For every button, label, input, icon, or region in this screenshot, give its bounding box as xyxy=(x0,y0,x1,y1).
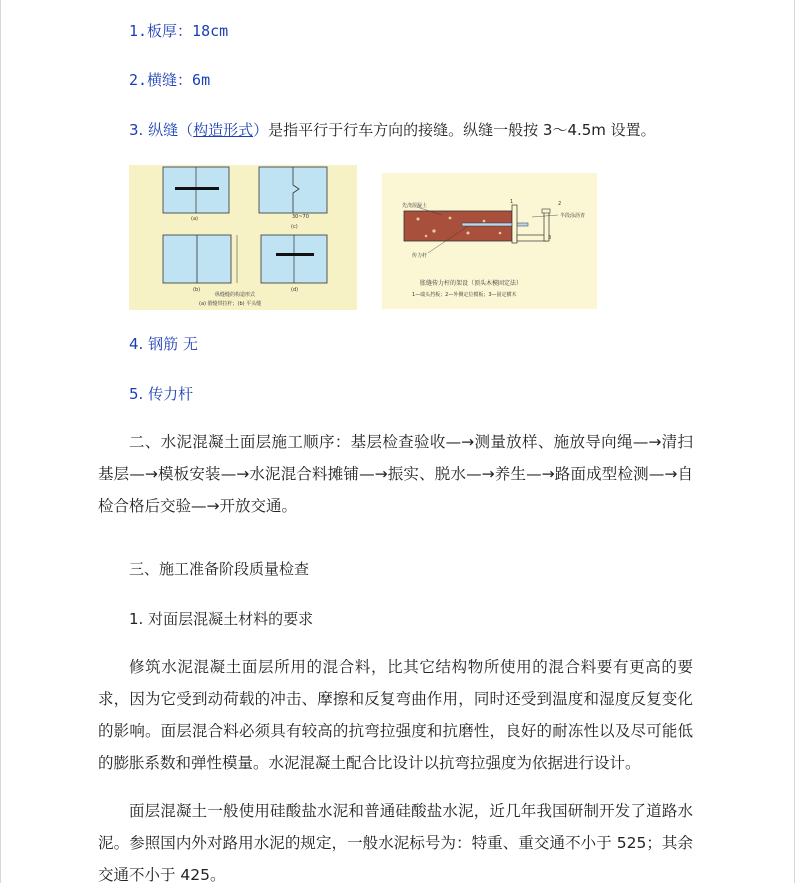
longitudinal-suffix: 是指平行于行车方向的接缝。纵缝一般按 3～4.5m 设置。 xyxy=(268,121,656,139)
fig1-label-a: (a) xyxy=(191,216,198,222)
fig2-caption: 胀缝传力杆的架设（顶头木模固定法） xyxy=(420,280,523,287)
material-requirements-paragraph: 修筑水泥混凝土面层所用的混合料，比其它结构物所使用的混合料要有更高的要求，因为它受到动荷载的冲击、摩擦和反复弯曲作用，同时还受到温度和湿度反复变化的影响。面层混合料必须具有较高的抗弯拉强度和抗磨性，良好的耐冻性以及尽可能低的膨胀系数和弹性模量。水泥混凝土配合比设计以抗弯拉强度为依据进行设计。 xyxy=(98,658,693,772)
item-thickness: 1.板厚：18cm xyxy=(129,22,229,40)
fig2-label-1: 1 xyxy=(510,199,514,205)
figure-longitudinal-joint-forms xyxy=(129,165,357,310)
item-transverse-joint: 2.横缝：6m xyxy=(129,71,211,89)
fig1-dim: 30~70 xyxy=(292,214,309,220)
fig2-label-2: 2 xyxy=(558,201,562,207)
fig2-label-dowel: 传力杆 xyxy=(412,253,428,259)
cement-paragraph: 面层混凝土一般使用硅酸盐水泥和普通硅酸盐水泥，近几年我国研制开发了道路水泥。参照国内外对路用水泥的规定，一般水泥标号为：特重、重交通不小于 525；其余交通不小于 425。 xyxy=(98,802,693,884)
fig1-subcaption: (a) 假缝带拉杆；(b) 平头缝 xyxy=(199,301,262,307)
section3-subheading: 1. 对面层混凝土材料的要求 xyxy=(129,610,314,628)
item-rebar: 4. 钢筋 无 xyxy=(129,335,198,353)
longitudinal-prefix: 3. 纵缝（ xyxy=(129,121,194,139)
construction-sequence-paragraph: 二、水泥混凝土面层施工顺序：基层检查验收—→测量放样、施放导向绳—→清扫基层—→模板安装—→水泥混合料摊铺—→振实、脱水—→养生—→路面成型检测—→自检合格后交验—→开放交通。 xyxy=(98,433,693,515)
fig1-label-c: (c) xyxy=(291,224,298,230)
fig1-caption: 纵缝缝的构造形式 xyxy=(215,292,256,298)
fig1-label-b: (b) xyxy=(193,287,201,293)
page-border-left xyxy=(0,0,1,883)
section3-heading: 三、施工准备阶段质量检查 xyxy=(129,560,310,578)
fig1-label-d: (d) xyxy=(291,287,299,293)
item-dowel: 5. 传力杆 xyxy=(129,385,194,403)
longitudinal-paren: ） xyxy=(253,121,269,139)
item-longitudinal-joint xyxy=(129,120,656,140)
construction-form-link[interactable]: 构造形式 xyxy=(193,121,254,139)
fig2-legend: 1—端头挡板；2—外侧定位模板；3—固定横木 xyxy=(412,292,517,298)
fig2-label-asphalt: 半段涂沥青 xyxy=(560,213,586,219)
fig2-label-3: 3 xyxy=(548,235,552,241)
fig2-label-concrete: 先浇混凝土 xyxy=(402,203,428,209)
figure-dowel-bar-setup xyxy=(382,173,597,309)
